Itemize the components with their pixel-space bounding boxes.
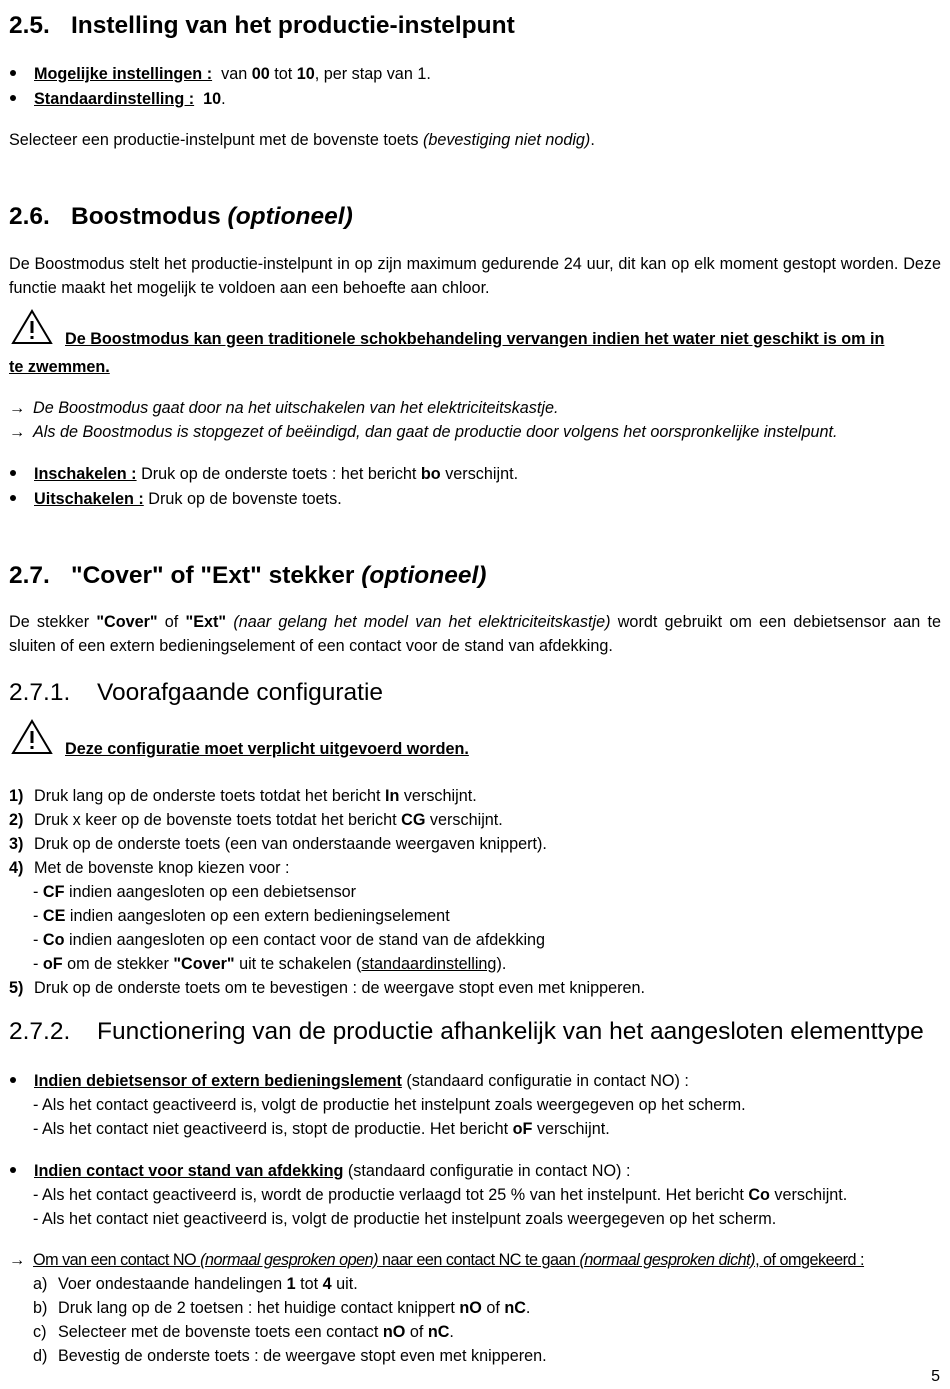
substep-b: b) Druk lang op de 2 toetsen : het huidige contact knippert nO of nC.: [33, 1299, 531, 1317]
section-title: "Cover" of "Ext" stekker: [71, 562, 362, 589]
option-ce: - CE indien aangesloten op een extern bedieningselement: [33, 907, 450, 925]
section-number: 2.7.1.: [9, 679, 71, 706]
section-title: Instelling van het productie-instelpunt: [71, 12, 515, 39]
note-switch-contact: → Om van een contact NO (normaal gesproken open) naar een contact NC te gaan (normaal gesproken dicht), of omgekeerd :: [9, 1248, 864, 1272]
cover-contact-not-activated: - Als het contact niet geactiveerd is, volgt de productie het instelpunt zoals weergegeven op het scherm.: [33, 1210, 777, 1228]
bullet-default-setting: Standaardinstelling : 10.: [34, 90, 226, 108]
section-title: Voorafgaande configuratie: [97, 679, 384, 706]
option-cf: - CF indien aangesloten op een debietsensor: [33, 883, 357, 901]
option-of: - oF om de stekker "Cover" uit te schakelen (standaardinstelling).: [33, 955, 507, 973]
step-2: 2) Druk x keer op de bovenste toets totdat het bericht CG verschijnt.: [9, 811, 503, 829]
paragraph-connector: De stekker "Cover" of "Ext" (naar gelang het model van het elektriciteitskastje) wordt gebruikt om een debietsensor aan te sluiten of een extern bedieningselement of een contact voor de stand van afdekking.: [9, 613, 941, 655]
warning-icon: [11, 308, 53, 346]
step-5: 5) Druk op de onderste toets om te bevestigen : de weergave stopt even met knipperen.: [9, 979, 645, 997]
warning-icon: [11, 718, 53, 756]
flow-sensor-not-activated: - Als het contact niet geactiveerd is, stopt de productie. Het bericht oF verschijnt.: [33, 1120, 610, 1138]
section-number: 2.5.: [9, 12, 50, 39]
bullet-enable: Inschakelen : Druk op de onderste toets : het bericht bo verschijnt.: [34, 465, 519, 483]
flow-sensor-activated: - Als het contact geactiveerd is, volgt de productie het instelpunt zoals weergegeven op het scherm.: [33, 1096, 746, 1114]
warning-boost-line1: De Boostmodus kan geen traditionele schokbehandeling vervangen indien het water niet geschikt is om in: [65, 330, 885, 348]
bullet-flow-sensor: Indien debietsensor of extern bedieningslement (standaard configuratie in contact NO) :: [34, 1072, 689, 1090]
substep-d: d) Bevestig de onderste toets : de weergave stopt even met knipperen.: [33, 1347, 547, 1365]
page-number: 5: [931, 1368, 940, 1385]
option-co: - Co indien aangesloten op een contact voor de stand van de afdekking: [33, 931, 546, 949]
bullet-possible-settings: Mogelijke instellingen : van 00 tot 10, per stap van 1.: [34, 65, 431, 83]
step-1: 1) Druk lang op de onderste toets totdat het bericht In verschijnt.: [9, 787, 477, 805]
bullet-disable: Uitschakelen : Druk op de bovenste toets.: [34, 490, 342, 508]
heading-2-7-1: [9, 677, 383, 709]
section-title: Functionering van de productie afhankelijk van het aangesloten elementtype: [97, 1018, 924, 1045]
note-boost-continues: → De Boostmodus gaat door na het uitschakelen van het elektriciteitskastje.: [9, 396, 559, 420]
step-3: 3) Druk op de onderste toets (een van onderstaande weergaven knippert).: [9, 835, 547, 853]
substep-c: c) Selecteer met de bovenste toets een contact nO of nC.: [33, 1323, 454, 1341]
section-number: 2.6.: [9, 203, 50, 230]
step-4: 4) Met de bovenste knop kiezen voor :: [9, 859, 290, 877]
note-boost-stopped: → Als de Boostmodus is stopgezet of beëindigd, dan gaat de productie door volgens het oorspronkelijke instelpunt.: [9, 420, 838, 444]
warning-boost-line2: te zwemmen.: [9, 358, 110, 376]
cover-contact-activated: - Als het contact geactiveerd is, wordt de productie verlaagd tot 25 % van het instelpunt. Het bericht Co verschijnt.: [33, 1186, 848, 1204]
arrow-icon: →: [9, 399, 26, 417]
bullet-cover-contact: Indien contact voor stand van afdekking (standaard configuratie in contact NO) :: [34, 1162, 631, 1180]
heading-2-5: [9, 10, 515, 42]
section-title: Boostmodus: [71, 203, 228, 230]
section-number: 2.7.: [9, 562, 50, 589]
substep-a: a) Voer ondestaande handelingen 1 tot 4 uit.: [33, 1275, 358, 1293]
arrow-icon: →: [9, 1251, 25, 1269]
paragraph-setpoint: Selecteer een productie-instelpunt met de bovenste toets (bevestiging niet nodig).: [9, 131, 595, 149]
warning-config-required: Deze configuratie moet verplicht uitgevoerd worden.: [65, 740, 469, 758]
section-number: 2.7.2.: [9, 1018, 71, 1045]
heading-2-7: 2.7. "Cover" of "Ext" stekker (optioneel): [9, 560, 486, 592]
heading-2-7-2: [9, 1016, 924, 1048]
heading-2-6: 2.6. Boostmodus (optioneel): [9, 201, 353, 233]
arrow-icon: →: [9, 423, 26, 441]
paragraph-boost: De Boostmodus stelt het productie-instelpunt in op zijn maximum gedurende 24 uur, dit kan op elk moment gestopt worden. Deze functie maakt het mogelijk te voldoen aan een behoefte aan chloor.: [9, 255, 941, 297]
